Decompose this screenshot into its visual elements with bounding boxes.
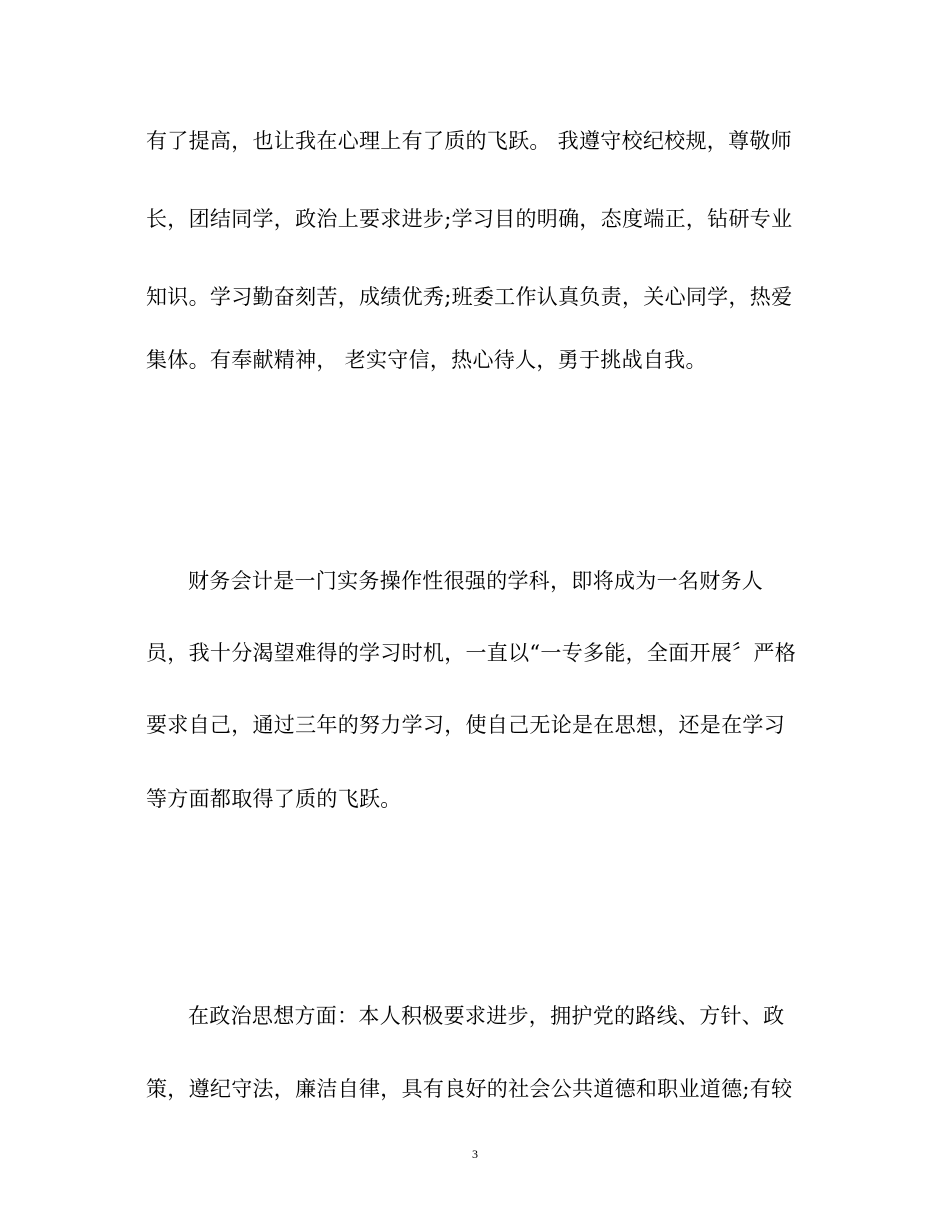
paragraph-1-line-1: 有了提高，也让我在心理上有了质的飞跃。 我遵守校纪校规，尊敬师	[146, 129, 792, 153]
paragraph-2-line-3: 要求自己，通过三年的努力学习，使自己无论是在思想，还是在学习	[146, 713, 785, 737]
paragraph-1-line-4: 集体。有奉献精神， 老实守信，热心待人，勇于挑战自我。	[146, 348, 707, 372]
paragraph-3-line-2: 策，遵纪守法，廉洁自律，具有良好的社会公共道德和职业道德;有较	[146, 1077, 793, 1101]
paragraph-2-line-4: 等方面都取得了质的飞跃。	[146, 787, 402, 811]
paragraph-1-line-2: 长，团结同学，政治上要求进步;学习目的明确，态度端正，钻研专业	[146, 207, 793, 231]
paragraph-2-line-1: 财务会计是一门实务操作性很强的学科，即将成为一名财务人	[188, 569, 764, 593]
paragraph-3-line-1: 在政治思想方面：本人积极要求进步，拥护党的路线、方针、政	[188, 1004, 785, 1028]
page-number: 3	[472, 1147, 478, 1161]
paragraph-1-line-3: 知识。学习勤奋刻苦，成绩优秀;班委工作认真负责，关心同学，热爱	[146, 285, 793, 309]
paragraph-2-line-2: 员，我十分渴望难得的学习时机，一直以“一专多能，全面开展〞严格	[146, 641, 797, 665]
